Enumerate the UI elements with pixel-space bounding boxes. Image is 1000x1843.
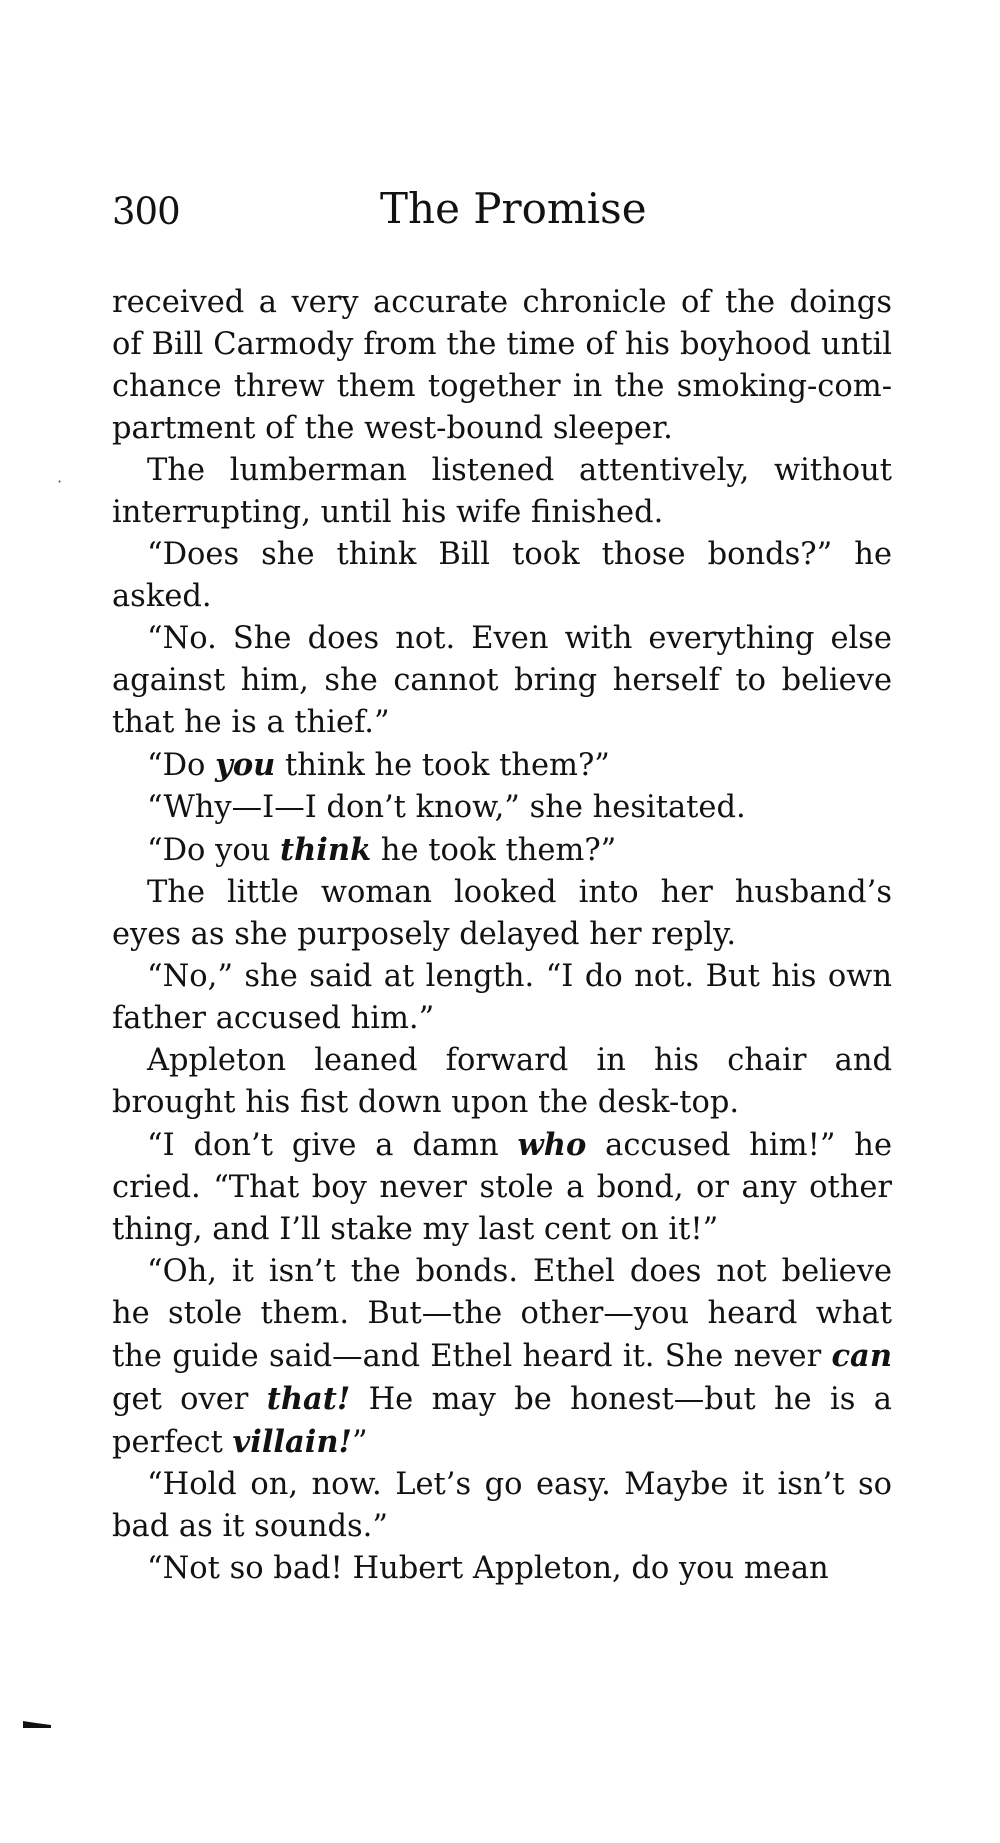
paragraph-text: The little woman looked into her husband’s eyes as she purposely delayed her reply. bbox=[112, 875, 892, 952]
paragraph-text: “No. She does not. Even with everything else against him, she cannot bring herself to believe that he is a thief.” bbox=[112, 621, 892, 740]
paragraph-text: accused him!” he cried. “That boy never stole a bond, or any other thing, and I’ll stake my last cent on it!” bbox=[112, 1128, 892, 1247]
body-text bbox=[112, 282, 892, 1590]
paragraph bbox=[112, 1548, 892, 1590]
paragraph-text: “Oh, it isn’t the bonds. Ethel does not believe he stole them. But—the other—you heard what the guide said—and Ethel heard it. She never bbox=[112, 1254, 892, 1374]
paragraph bbox=[112, 1464, 892, 1548]
paragraph bbox=[112, 956, 892, 1040]
paragraph-text: “Hold on, now. Let’s go easy. Maybe it isn’t so bad as it sounds.” bbox=[112, 1467, 892, 1544]
emphasis-text: that! bbox=[266, 1381, 351, 1417]
paragraph bbox=[112, 829, 892, 872]
corner-mark-icon bbox=[22, 1718, 52, 1730]
paragraph bbox=[112, 744, 892, 787]
paragraph-text: “No,” she said at length. “I do not. But his own father accused him.” bbox=[112, 959, 892, 1036]
paragraph-text: received a very accurate chronicle of the doings of Bill Carmody from the time of his boyhood until chance threw them together in the smoking-compartment of the west-bound sleeper. bbox=[112, 285, 892, 446]
paragraph bbox=[112, 618, 892, 744]
paragraph-text: “Do you bbox=[147, 833, 281, 868]
stray-mark: · bbox=[57, 472, 63, 491]
page-number: 300 bbox=[112, 190, 180, 233]
paragraph-text: think he took them?” bbox=[275, 748, 610, 783]
emphasis-text: who bbox=[517, 1127, 587, 1163]
paragraph bbox=[112, 1251, 892, 1464]
paragraph-text: “Do bbox=[147, 748, 216, 783]
paragraph bbox=[112, 787, 892, 829]
emphasis-text: can bbox=[831, 1338, 892, 1374]
paragraph-text: The lumberman listened attentively, without interrupting, until his wife finished. bbox=[112, 453, 892, 530]
emphasis-text: you bbox=[215, 747, 276, 783]
paragraph bbox=[112, 534, 892, 618]
paragraph-text: He may be honest—but he is a perfect bbox=[112, 1382, 892, 1460]
paragraph-text: “Does she think Bill took those bonds?” he asked. bbox=[112, 537, 892, 614]
paragraph bbox=[112, 1124, 892, 1251]
emphasis-text: villain! bbox=[232, 1424, 352, 1460]
running-title: The Promise bbox=[380, 184, 647, 233]
paragraph-text: ” bbox=[351, 1425, 368, 1460]
page-header bbox=[112, 185, 892, 245]
paragraph-text: “Why—I—I don’t know,” she hesitated. bbox=[147, 790, 746, 825]
paragraph bbox=[112, 1040, 892, 1124]
paragraph-text: “I don’t give a damn bbox=[147, 1128, 518, 1163]
emphasis-text: think bbox=[280, 832, 372, 868]
paragraph bbox=[112, 872, 892, 956]
paragraph-text: “Not so bad! Hubert Appleton, do you mean bbox=[147, 1551, 829, 1586]
paragraph-text: he took them?” bbox=[371, 833, 617, 868]
paragraph bbox=[112, 450, 892, 534]
paragraph-text: Appleton leaned forward in his chair and brought his fist down upon the desk-top. bbox=[112, 1043, 892, 1120]
paragraph-text: get over bbox=[112, 1382, 267, 1417]
paragraph bbox=[112, 282, 892, 450]
